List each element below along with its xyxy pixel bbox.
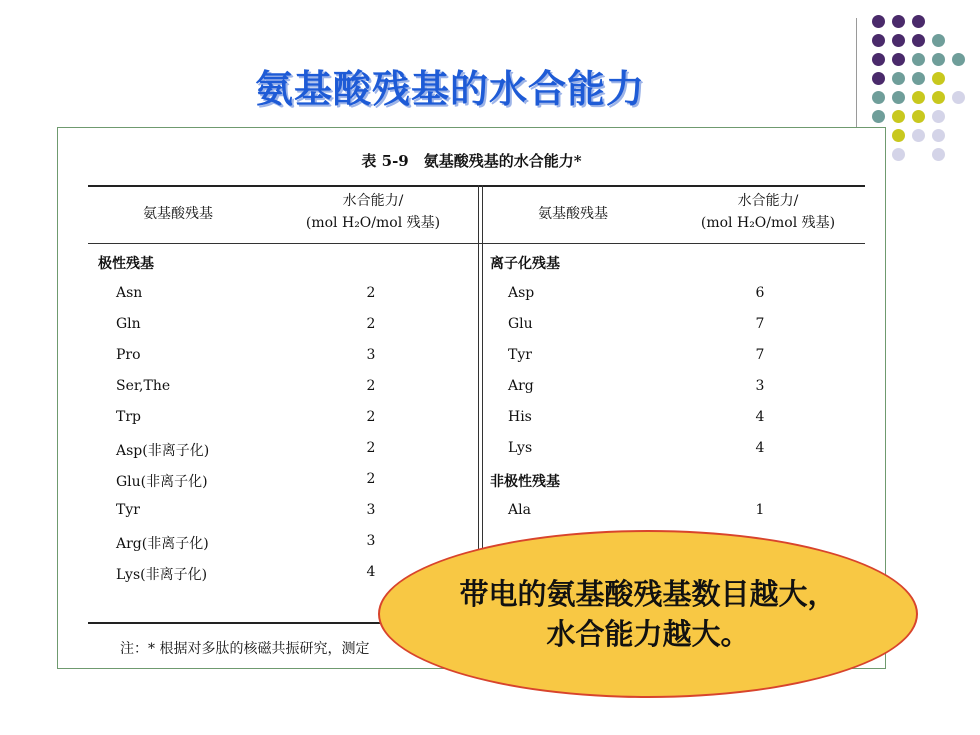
decor-dot (872, 53, 885, 66)
decor-dot (892, 15, 905, 28)
header-capacity-left (273, 190, 473, 234)
decor-dot (952, 91, 965, 104)
decor-dot (912, 34, 925, 47)
table-row-value: 1 (755, 502, 765, 518)
table-row-name: Pro (116, 347, 141, 363)
decor-dot (892, 91, 905, 104)
table-row-value: 4 (366, 564, 376, 580)
table-row-value: 7 (755, 316, 765, 332)
decor-dot (952, 53, 965, 66)
table-row-value: 4 (755, 409, 765, 425)
table-row-name: Gln (116, 316, 141, 332)
decor-dot (892, 34, 905, 47)
table-row-name: Lys(非离子化) (116, 567, 208, 583)
callout-line1: 带电的氨基酸残基数目越大， (459, 577, 837, 611)
header-capacity-line1: 水合能力/ (342, 193, 404, 209)
table-row-name: Arg (508, 378, 534, 394)
decor-dot (932, 148, 945, 161)
header-residue-left: 氨基酸残基 (143, 206, 213, 222)
decor-dot (912, 72, 925, 85)
section-ionized: 离子化残基 (490, 256, 560, 272)
table-row-name: Asp(非离子化) (116, 443, 210, 459)
section-polar: 极性残基 (98, 256, 154, 272)
table-row-value: 2 (366, 440, 376, 456)
table-row-name: Asp (508, 285, 535, 301)
table-row-name: Glu(非离子化) (116, 474, 208, 490)
decor-dot (892, 72, 905, 85)
decor-dot (932, 91, 945, 104)
callout-ellipse (378, 530, 918, 698)
table-footnote: 注：* 根据对多肽的核磁共振研究，测定 (120, 641, 370, 657)
table-row-value: 7 (755, 347, 765, 363)
header-residue-right: 氨基酸残基 (538, 206, 608, 222)
header-capacity-line2: (mol H₂O/mol 残基) (700, 215, 836, 231)
table-top-rule (88, 185, 865, 187)
decor-dot (872, 110, 885, 123)
table-caption: 表 5-9 氨基酸残基的水合能力* (361, 152, 582, 170)
table-row-name: Ala (508, 502, 531, 518)
table-row-value: 4 (755, 440, 765, 456)
decor-dot (912, 15, 925, 28)
table-row-value: 3 (366, 502, 376, 518)
decor-dot (932, 34, 945, 47)
table-header-rule (88, 243, 865, 244)
decor-dot (892, 129, 905, 142)
decor-dot (912, 91, 925, 104)
table-row-value: 2 (366, 471, 376, 487)
decor-dot (932, 53, 945, 66)
decor-dot (872, 34, 885, 47)
header-capacity-line2: (mol H₂O/mol 残基) (305, 215, 441, 231)
table-row-value: 2 (366, 409, 376, 425)
table-row-name: Ser,The (116, 378, 171, 394)
table-row-name: Tyr (116, 502, 140, 518)
section-nonpolar: 非极性残基 (490, 474, 560, 490)
decor-dot (932, 110, 945, 123)
table-row-value: 3 (755, 378, 765, 394)
table-row-value: 3 (366, 533, 376, 549)
decor-dot (872, 15, 885, 28)
slide-title: 氨基酸残基的水合能力 (254, 67, 645, 111)
table-row-value: 2 (366, 378, 376, 394)
table-row-name: Tyr (508, 347, 532, 363)
decor-dot (892, 110, 905, 123)
table-row-name: His (508, 409, 532, 425)
decor-dot (912, 53, 925, 66)
table-row-name: Glu (508, 316, 533, 332)
table-row-value: 6 (755, 285, 765, 301)
header-capacity-right (668, 190, 868, 234)
table-row-name: Lys (508, 440, 533, 456)
decor-dot (892, 53, 905, 66)
callout-line2: 水合能力越大。 (546, 617, 750, 651)
decor-dot (872, 72, 885, 85)
table-row-name: Arg(非离子化) (116, 536, 209, 552)
table-row-value: 2 (366, 316, 376, 332)
decor-divider-line (856, 18, 857, 130)
decor-dot (872, 91, 885, 104)
decor-dot (892, 148, 905, 161)
decor-dot (932, 72, 945, 85)
decor-dot (912, 129, 925, 142)
table-row-value: 2 (366, 285, 376, 301)
table-row-name: Trp (116, 409, 141, 425)
table-center-divider (478, 185, 483, 585)
table-row-value: 3 (366, 347, 376, 363)
table-row-name: Asn (116, 285, 143, 301)
decor-dot (912, 110, 925, 123)
header-capacity-line1: 水合能力/ (737, 193, 799, 209)
decor-dot (932, 129, 945, 142)
